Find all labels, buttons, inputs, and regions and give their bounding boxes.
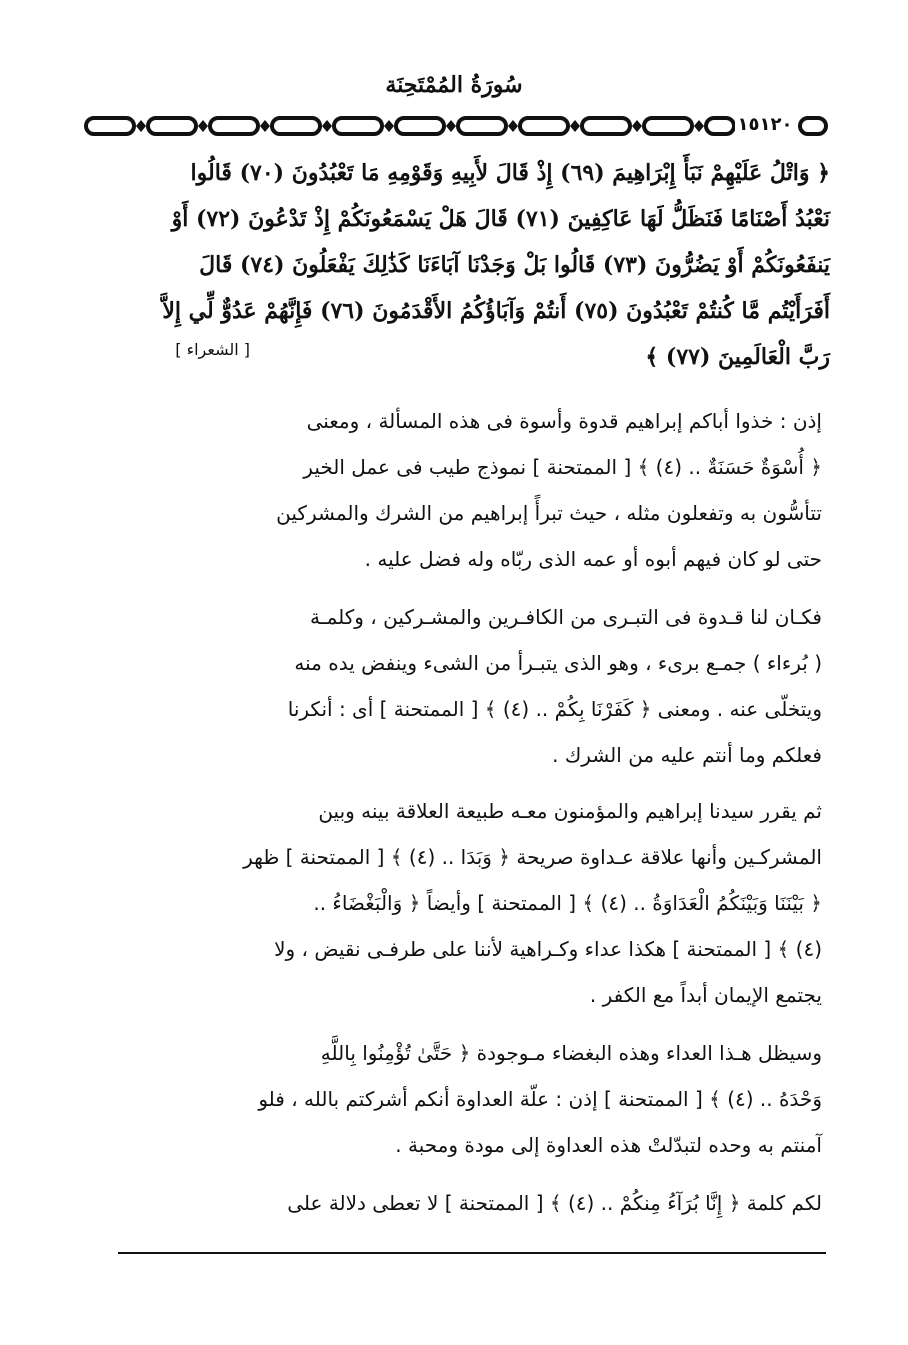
paragraph-line: لكم كلمة ﴿ إِنَّا بُرَآءُ مِنكُمْ .. (٤) ﴾ [ الممتحنة ] لا تعطى دلالة على <box>287 1191 822 1215</box>
paragraph-line: المشركـين وأنها علاقة عـداوة صريحة ﴿ وَبَدَا .. (٤) ﴾ [ الممتحنة ] ظهر <box>243 845 822 869</box>
paragraph <box>98 1030 822 1168</box>
paragraph-line: ﴿ بَيْنَنَا وَبَيْنَكُمُ الْعَدَاوَةُ .. (٤) ﴾ [ الممتحنة ] وأيضاً ﴿ وَالْبَغْضَاءُ .. <box>313 891 822 915</box>
paragraph-line: تتأسُّون به وتفعلون مثله ، حيث تبرأً إبراهيم من الشرك والمشركين <box>276 501 822 525</box>
paragraph-line: (٤) ﴾ [ الممتحنة ] هكذا عداء وكـراهية لأننا على طرفـى نقيض ، ولا <box>274 937 822 961</box>
paragraph <box>98 1180 822 1226</box>
header-ornament <box>82 112 830 140</box>
paragraph <box>98 398 822 582</box>
surah-title: سُورَةُ المُمْتَحِنَة <box>385 72 523 98</box>
paragraph <box>98 788 822 1018</box>
verse-line: ﴿ وَاتْلُ عَلَيْهِمْ نَبَأَ إِبْرَاهِيمَ (٦٩) إِذْ قَالَ لأَبِيهِ وَقَوْمِهِ مَا تَعْبُدُونَ (٧٠) قَالُوا <box>190 160 830 186</box>
paragraph-line: ﴿ أُسْوَةٌ حَسَنَةٌ .. (٤) ﴾ [ الممتحنة ] نموذج طيب فى عمل الخير <box>303 455 822 479</box>
verse-line: يَنفَعُونَكُمْ أَوْ يَضُرُّونَ (٧٣) قَالُوا بَلْ وَجَدْنَا آبَاءَنَا كَذَٰلِكَ يَفْعَلُونَ (٧٤) قَالَ <box>199 252 830 278</box>
paragraph-line: وَحْدَهُ .. (٤) ﴾ [ الممتحنة ] إذن : علّة العداوة أنكم أشركتم بالله ، فلو <box>258 1087 822 1111</box>
verse-line: نَعْبُدُ أَصْنَامًا فَنَظَلُّ لَهَا عَاكِفِينَ (٧١) قَالَ هَلْ يَسْمَعُونَكُمْ إِذْ تَدْعُونَ (٧٢) أَوْ <box>171 206 830 232</box>
verse-line: رَبَّ الْعَالَمِينَ (٧٧) ﴾ <box>645 344 830 370</box>
verse-line: أَفَرَأَيْتُم مَّا كُنتُمْ تَعْبُدُونَ (٧٥) أَنتُمْ وَآبَاؤُكُمُ الأَقْدَمُونَ (٧٦) فَإِنَّهُمْ عَدُوٌّ لِّي إِلاَّ <box>162 298 830 324</box>
page-number: ١٥١٢٠ <box>735 112 795 138</box>
verse-reference: [ الشعراء ] <box>175 340 250 359</box>
paragraph-line: ثم يقرر سيدنا إبراهيم والمؤمنون معـه طبيعة العلاقة بينه وبين <box>318 799 822 823</box>
paragraph-line: فعلكم وما أنتم عليه من الشرك . <box>552 743 822 767</box>
paragraph-line: ويتخلّى عنه . ومعنى ﴿ كَفَرْنَا بِكُمْ .. (٤) ﴾ [ الممتحنة ] أى : أنكرنا <box>287 697 822 721</box>
paragraph-line: ( بُرءاء ) جمـع برىء ، وهو الذى يتبـرأ من الشىء وينفض يده منه <box>294 651 822 675</box>
paragraph-line: يجتمع الإيمان أبداً مع الكفر . <box>589 983 822 1007</box>
footer-rule <box>118 1252 826 1254</box>
paragraph-line: حتى لو كان فيهم أبوه أو عمه الذى ربّاه وله فضل عليه . <box>364 547 822 571</box>
paragraph <box>98 594 822 778</box>
paragraph-line: فكـان لنا قـدوة فى التبـرى من الكافـرين والمشـركين ، وكلمـة <box>309 605 822 629</box>
paragraph-line: آمنتم به وحده لتبدّلتْ هذه العداوة إلى مودة ومحبة . <box>395 1133 822 1157</box>
paragraph-line: إذن : خذوا أباكم إبراهيم قدوة وأسوة فى هذه المسألة ، ومعنى <box>306 409 822 433</box>
paragraph-line: وسيظل هـذا العداء وهذه البغضاء مـوجودة ﴿ حَتَّىٰ تُؤْمِنُوا بِاللَّهِ <box>320 1041 822 1065</box>
